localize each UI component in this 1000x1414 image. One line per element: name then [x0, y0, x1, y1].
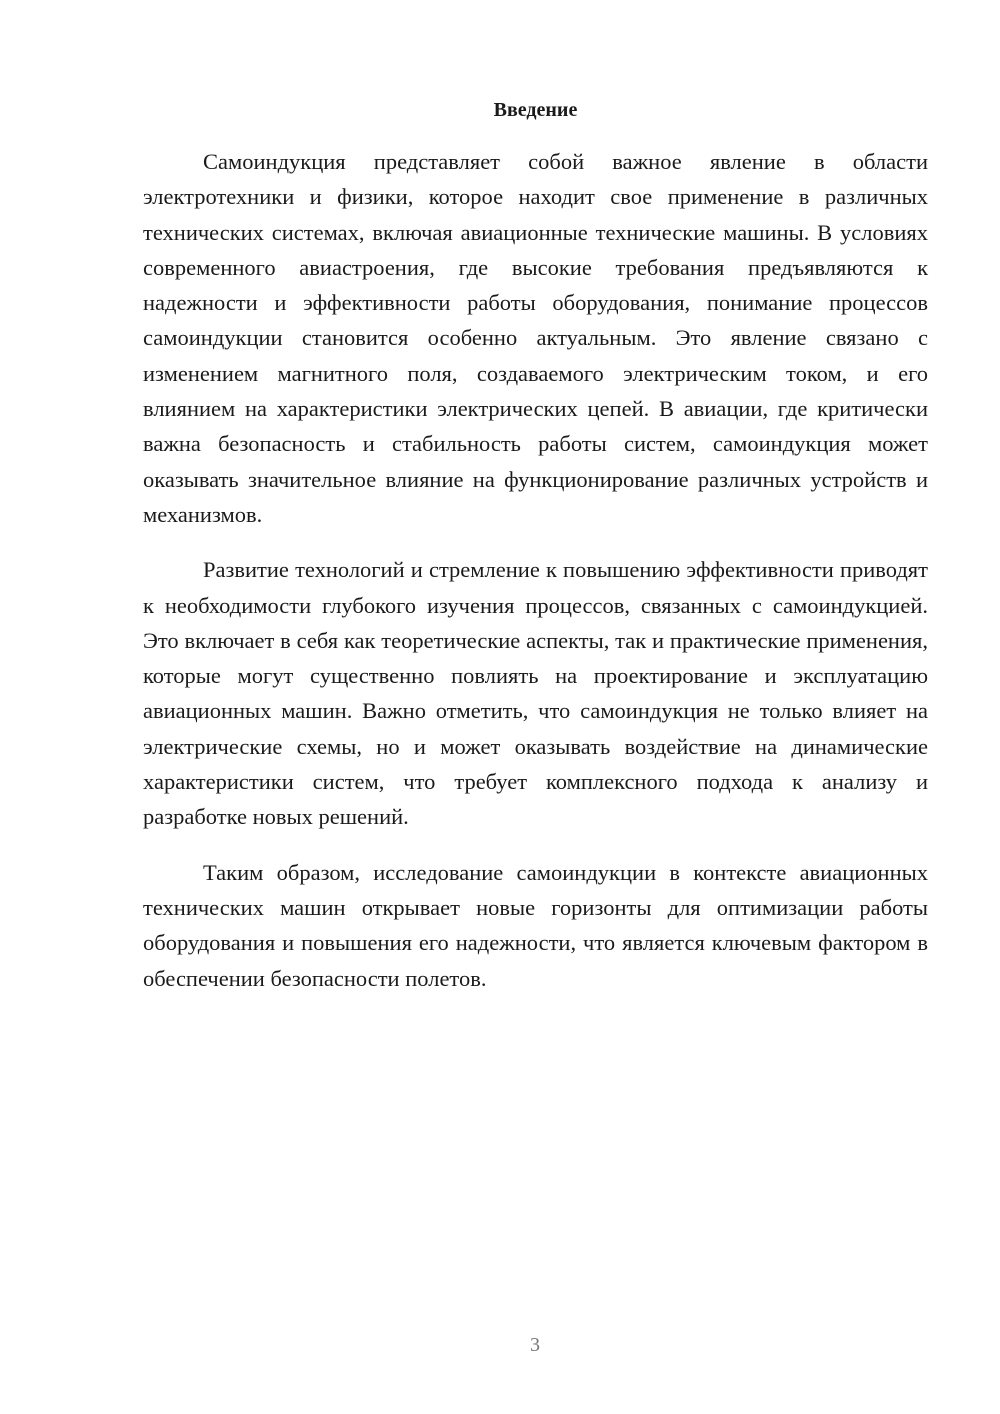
- paragraph-3: Таким образом, исследование самоиндукции в контексте авиационных технических машин открывает новые горизонты для оптимизации работы оборудования и повышения его надежности, что является ключевым фактором в обеспечении безопасности полетов.: [143, 859, 928, 991]
- page-content: [143, 96, 928, 1016]
- paragraph-2: Развитие технологий и стремление к повышению эффективности приводят к необходимости глубокого изучения процессов, связанных с самоиндукцией. Это включает в себя как теоретические аспекты, так и практические применения, которые могут существенно повлиять на проектирование и эксплуатацию авиационных машин. Важно отметить, что самоиндукция не только влияет на электрические схемы, но и может оказывать воздействие на динамические характеристики систем, что требует комплексного подхода к анализу и разработке новых решений.: [143, 557, 928, 830]
- page-number: 3: [530, 1334, 540, 1356]
- paragraph-1: Самоиндукция представляет собой важное явление в области электротехники и физики, которое находит свое применение в различных технических системах, включая авиационные технические машины. В условиях современного авиастроения, где высокие требования предъявляются к надежности и эффективности работы оборудования, понимание процессов самоиндукции становится особенно актуальным. Это явление связано с изменением магнитного поля, создаваемого электрическим током, и его влиянием на характеристики электрических цепей. В авиации, где критически важна безопасность и стабильность работы систем, самоиндукция может оказывать значительное влияние на функционирование различных устройств и механизмов.: [143, 149, 928, 527]
- section-heading: Введение: [493, 99, 578, 121]
